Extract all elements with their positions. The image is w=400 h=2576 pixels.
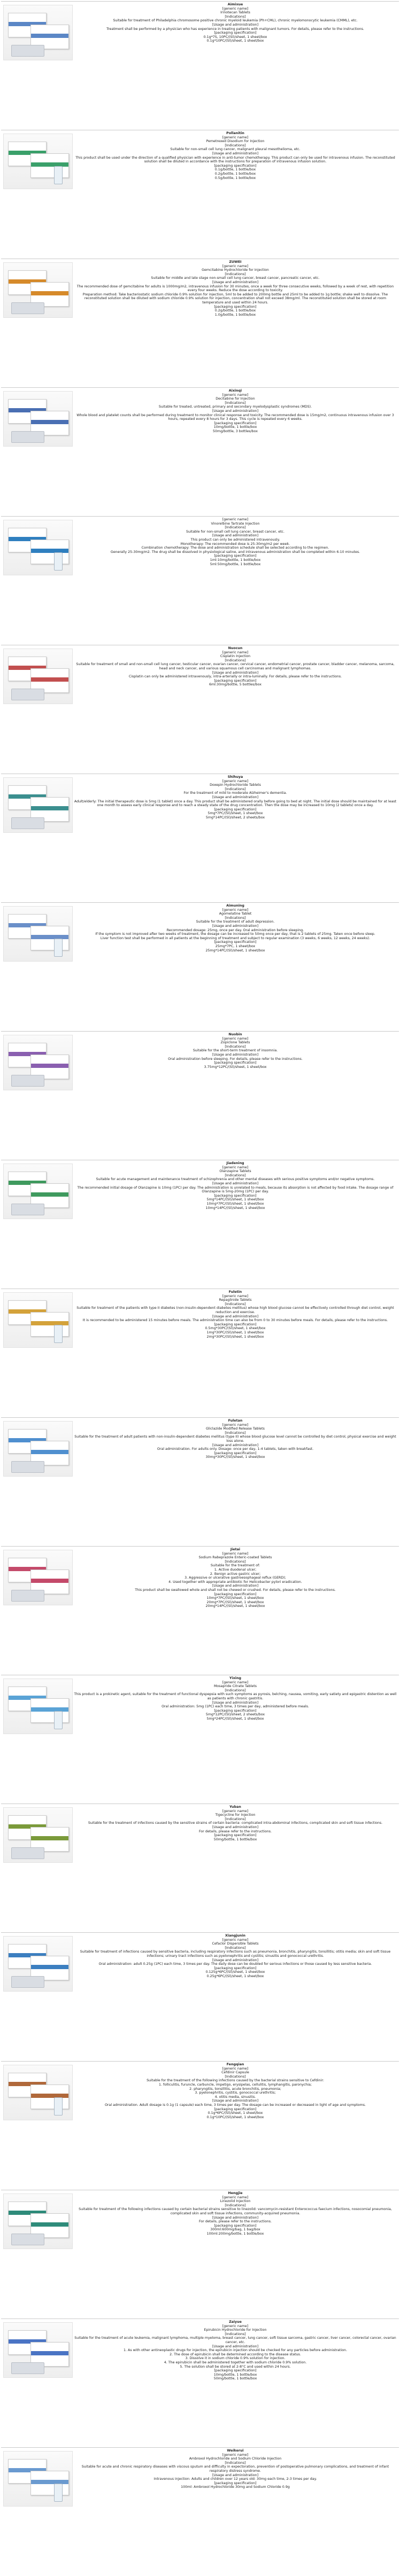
product-image (3, 649, 73, 704)
product-entry-aixinqi (1, 387, 399, 516)
description-line: 1ml:10mg/bottle, 1 bottle/box (210, 558, 261, 562)
description-line: Zopiclone Tablets (220, 1041, 250, 1045)
product-description (74, 131, 397, 180)
description-line: Suitable for treatment of small and non-small cell lung cancer, testicular cancer, ovarian cancer, cervical cancer, endometrial cancer, prostate cancer, bladder cancer, melanoma, sarcoma, head and neck cancer, and various squamous cell carcinomas and malignant lymphomas. (76, 662, 395, 670)
product-entry-nuocun (1, 645, 399, 774)
product-entry-fuletan (1, 1417, 399, 1546)
description-line: [packaging specification] (214, 1322, 257, 1326)
description-line: Suitable for the treatment of: (210, 1564, 260, 1568)
description-line: [Usage and administration] (212, 534, 259, 538)
description-line: 5mg*14PC/(Sl)/sheet, 2 sheets/box (205, 815, 265, 819)
description-line: [Indications] (225, 787, 246, 791)
description-line: [Indications] (225, 916, 246, 920)
product-image (3, 134, 73, 189)
product-entry-zaiyue (1, 2319, 399, 2447)
description-line: 2. Benign active gastric ulcer; (210, 1572, 261, 1576)
description-line: For details, please refer to the instructions. (199, 1829, 272, 1833)
description-line: [Usage and administration] (212, 409, 259, 413)
description-line: 6ml:30mg/bottle, 5 bottles/box (209, 683, 261, 687)
description-line: Suitable for the short-term treatment of insomnia. (193, 1049, 278, 1053)
description-line: Suitable for treatment of Philadelphia chromosome positive chronic myeloid leukemia (Ph+CML), chronic myelomonocytic leukemia (CMML), etc. (113, 19, 358, 23)
description-line: [Indications] (225, 658, 246, 662)
description-line: 1mg*30PC/(Sl)/sheet, 1 sheet/box (206, 1330, 264, 1334)
product-entry-yixing (1, 1675, 399, 1804)
description-line: Pemetrexed Disodium for Injection (206, 139, 265, 144)
description-line: [packaging specification] (214, 554, 257, 558)
description-line: Olanzapine Tablets (219, 1169, 251, 1174)
product-image (3, 2193, 73, 2249)
product-image (3, 2065, 73, 2120)
description-line: 100ml: Ambroxol Hydrochloride 30mg and Sodium Chloride 0.9g (181, 2485, 290, 2489)
description-line: For the treatment of mild to moderate Alzheimer's dementia. (183, 791, 287, 795)
product-entry-xiangjunin (1, 1932, 399, 2061)
description-line: Preparation method: Take bacteriostatic sodium chloride 0.9% solution for injection, 5ml to be added to 200mg bottle and 25ml to be added to 1g bottle; shake well to dissolve. The reconstituted solution shall be diluted with sodium chloride 0.9% solution for injection, concentration shall not exceed 38mg/ml. The reconstituted solution shall be stored at room temperature and used within 24 hours. (82, 292, 388, 305)
description-line: [generic name] (222, 2066, 249, 2071)
description-line: [packaging specification] (214, 2107, 257, 2111)
description-line: 0.2g/bottle, 1 bottle/box (214, 171, 256, 176)
description-line: Suitable for non-small cell lung cancer, breast cancer, etc. (186, 529, 284, 534)
description-line: [Usage and administration] (212, 2473, 259, 2477)
description-line: Sodium Rabeprazole Enteric-coated Tablets (198, 1556, 272, 1560)
product-image (3, 1679, 73, 1734)
description-line: Cisplatin can only be administered intravenously, intra-arterially or intra-luminally. For details, please refer to the instructions. (128, 675, 342, 679)
description-line: 1. As with other antineoplastic drugs for injection, the epirubicin injection should be checked for any particles before administration. (124, 2348, 347, 2353)
product-image (3, 1292, 73, 1348)
product-name: Zaiyue (229, 2320, 242, 2324)
description-line: Suitable for acute and chronic respiratory diseases with viscous sputum and difficulty in expectoration, prevention of postoperative pulmonary complications, and treatment of infant respiratory distress syndrome. (81, 2465, 389, 2473)
description-line: 4. The epirubicin shall be administered together with sodium chloride 0.9% solution. (164, 2360, 307, 2364)
description-line: Cisplatin Injection (220, 654, 251, 659)
description-line: 5ml:50mg/bottle, 1 bottle/box (210, 562, 261, 566)
product-entry-hengjie (1, 2190, 399, 2319)
description-line: [Indications] (225, 1044, 246, 1049)
description-line: 3. Aggressive or ulcerative gastroesophageal reflux (GERD); (184, 1576, 286, 1580)
product-image (3, 1936, 73, 1992)
product-entry-shihuya (1, 774, 399, 902)
description-line: [generic name] (222, 1551, 249, 1556)
product-image (3, 5, 73, 60)
product-description (74, 1033, 397, 1069)
product-name: [generic name] (222, 518, 249, 521)
product-description (74, 2191, 397, 2236)
description-line: Oral administration before sleeping. For details, please refer to the instructions. (168, 1057, 303, 1061)
description-line: Suitable for acute management and maintenance treatment of schizophrenia and other mental diseases with serious positive symptoms and/or negative symptoms. (96, 1177, 375, 1182)
product-image (3, 906, 73, 962)
description-line: [packaging specification] (214, 1061, 257, 1065)
product-name: Fuletin (228, 1290, 242, 1294)
product-description (74, 260, 397, 317)
description-line: [Usage and administration] (212, 1443, 259, 1447)
description-line: 1. Active duodenal ulcer; (214, 1567, 257, 1572)
description-line: [Indications] (225, 2461, 246, 2465)
description-line: 5mg*14PC/(Sl)/sheet, 1 sheet/box (206, 1198, 264, 1202)
description-line: [Indications] (225, 526, 246, 530)
description-line: [Usage and administration] (212, 1181, 259, 1185)
description-line: 20mg*7PC/(Sl)/sheet, 1 sheet/box (206, 1600, 264, 1604)
description-line: Irinotecan Tablets (220, 11, 250, 15)
description-line: [Usage and administration] (212, 1700, 259, 1705)
description-line: [generic name] (222, 2453, 249, 2457)
description-line: 5. The solution shall be stored at 2-8°C and used within 24 hours. (180, 2364, 291, 2369)
description-line: [packaging specification] (214, 1833, 257, 1838)
description-line: Oral administration: 5mg (1PC) each time, 3 times per day, administered before meals. (161, 1705, 309, 1709)
product-name: Nuocun (228, 646, 243, 650)
product-image (3, 520, 73, 575)
product-description (74, 1548, 397, 1609)
description-line: Combination chemotherapy: The dose and administration schedule shall be selected according to the regimen. (141, 546, 329, 550)
product-entry-aimuning (1, 902, 399, 1031)
description-line: Suitable for the treatment of acute leukemia, malignant lymphoma, multiple myeloma, breast cancer, lung cancer, soft tissue sarcoma, gastric cancer, liver cancer, colorectal cancer, ovarian cancer, etc. (74, 2336, 396, 2344)
description-line: Suitable for non-small cell lung cancer, malignant pleural mesothelioma, etc. (170, 147, 301, 152)
description-line: [generic name] (222, 2324, 249, 2328)
description-line: Monotherapy: The recommended dose is 25-30mg/m2 per week. (180, 542, 290, 546)
description-line: 1.0g/bottle, 1 bottle/box (214, 313, 256, 317)
product-image (3, 1164, 73, 1219)
description-line: [generic name] (222, 1938, 249, 1942)
description-line: [packaging specification] (214, 2481, 257, 2485)
description-line: [Indications] (225, 2074, 246, 2079)
description-line: 3. pyelonephritis, cystitis, gonococcal urethritis; (195, 2091, 276, 2095)
product-name: Fuletan (228, 1419, 243, 1423)
description-line: 0.5mg*30PC/(Sl)/sheet, 1 sheet/box (205, 1326, 266, 1331)
description-line: Cefaclor Dispersible Tablets (212, 1942, 259, 1946)
description-line: Suitable for treatment of infections caused by sensitive bacteria, including respiratory infections such as pneumonia, bronchitis, pharyngitis, tonsillitis; otitis media; skin and soft tissue infections; urinary tract infections such as pyelonephritis and cystitis; sinusitis and gonococcal urethritis. (80, 1950, 391, 1958)
description-line: Oral administration. Adult dosage is 0.1g (1 capsule) each time, 3 times per day. The dosage can be increased or decreased in light of age and symptoms. (104, 2103, 366, 2107)
description-line: Suitable for treatment of the patients with type II diabetes (non-insulin-dependent diabetes mellitus) whose high blood glucose cannot be effectively controlled through diet control, weight reduction and exercise. (76, 1306, 394, 1314)
description-line: [generic name] (222, 1680, 249, 1684)
product-image (3, 1421, 73, 1477)
description-line: Liver function test shall be performed in all patients at the beginning of treatment and subject to regular examination (3 weeks, 6 weeks, 12 weeks, 24 weeks). (100, 936, 371, 940)
product-description (74, 775, 397, 820)
description-line: 50mg/bottle, 1 bottle/box (213, 2377, 257, 2381)
product-name: Yixing (229, 1676, 241, 1680)
description-line: [Indications] (225, 1302, 246, 1306)
description-line: 3. Dissolve it in sodium chloride 0.9% solution for injection. (185, 2356, 286, 2361)
description-line: [Indications] (225, 272, 246, 276)
description-line: [packaging specification] (214, 1193, 257, 1198)
description-line: 0.2g/bottle, 1 bottle/box (214, 309, 256, 313)
product-description (74, 904, 397, 953)
description-line: [Usage and administration] (212, 2215, 259, 2220)
description-line: [generic name] (222, 1036, 249, 1041)
description-line: Treatment shall be performed by a physician who has experience in treating patients with malignant tumors. For details, please refer to the instructions. (106, 27, 364, 31)
product-name: Nuobin (228, 1033, 242, 1036)
description-line: 30mg*30PC/(Sl)/sheet, 1 sheet/box (205, 1455, 265, 1459)
product-image (3, 2451, 73, 2507)
product-name: Jietai (230, 1548, 241, 1551)
product-description (74, 2449, 397, 2489)
description-line: [Usage and administration] (212, 2099, 259, 2103)
product-name: Aimixue (227, 3, 243, 6)
description-line: If the symptom is not improved after two weeks of treatment, the dosage can be increased to 50mg once per day, that is 2 tablets of 25mg. Taken once before sleep. (95, 932, 375, 936)
description-line: Epirubicin Hydrochloride for Injection (204, 2328, 267, 2332)
product-image (3, 262, 73, 318)
description-line: [Usage and administration] (212, 280, 259, 284)
product-description (74, 1419, 397, 1459)
description-line: Suitable for the treatment of the following infections caused by the bacterial strains sensitive to Cefdinir: (147, 2079, 324, 2083)
product-name: Fengqian (226, 2063, 244, 2066)
description-line: Repaglinide Tablets (219, 1298, 252, 1302)
product-entry-pollanitin (1, 130, 399, 259)
description-line: [Indications] (225, 1431, 246, 1435)
product-entry-weikerui (1, 2447, 399, 2576)
description-line: [Indications] (225, 1946, 246, 1950)
description-line: Cefdinir Capsule (221, 2071, 249, 2075)
description-line: Recommended dosage: 25mg, once per day. Oral administration before sleeping. (166, 928, 304, 932)
product-entry-fuletin (1, 1289, 399, 1417)
description-line: Ambroxol Hydrochloride and Sodium Chloride Injection (189, 2457, 282, 2461)
description-line: [Indications] (225, 1173, 246, 1177)
description-line: 4. Used together with appropriate antibiotic for Helicobacter pylori eradication. (168, 1580, 302, 1584)
product-description (74, 1805, 397, 1841)
product-name: ZUWEI (229, 260, 242, 264)
description-line: Suitable for middle and late stage non-small cell lung cancer, breast cancer, pancreatic cancer, etc. (151, 276, 320, 280)
description-line: [packaging specification] (214, 2369, 257, 2373)
description-line: 10mg*7PC/(Sl)/sheet, 1 sheet/box (206, 1596, 264, 1601)
product-description (74, 2063, 397, 2119)
description-line: [Usage and administration] (212, 151, 259, 155)
description-line: Linezolid Injection (220, 2199, 251, 2204)
description-line: 300ml:600mg/bag, 1 bag/box (210, 2228, 260, 2232)
product-name: Hengjie (228, 2191, 243, 2195)
product-name: Pollanitin (226, 131, 244, 135)
description-line: [Indications] (225, 401, 246, 405)
product-name: Shihuya (227, 775, 243, 779)
description-line: 0.1g*10PC/(Sl)/sheet, 1 sheet/box (206, 39, 264, 43)
description-line: [Usage and administration] (212, 1584, 259, 1588)
description-line: [generic name] (222, 2195, 249, 2199)
product-description (74, 3, 397, 43)
description-line: Oral administration. For adults only. Dosage: once per day, 1-4 tablets, taken with breakfast. (157, 1447, 314, 1451)
product-entry-zuwei (1, 259, 399, 387)
description-line: [Usage and administration] (212, 2344, 259, 2348)
product-entry-jiadening (1, 1160, 399, 1289)
description-line: Doxepin Hydrochloride Tablets (210, 783, 261, 787)
description-line: Gemcitabine Hydrochloride for Injection (202, 268, 269, 272)
description-line: [Usage and administration] (212, 1052, 259, 1057)
product-entry-fengqian (1, 2061, 399, 2190)
description-line: Suitable for the treatment of adult depression. (196, 920, 275, 924)
product-image (3, 1035, 73, 1090)
description-line: [Usage and administration] (212, 924, 259, 928)
description-line: [generic name] (222, 1165, 249, 1169)
product-description (74, 389, 397, 434)
product-image (3, 777, 73, 833)
description-line: 5mg*12PC/(Sl)/sheet, 2 sheets/box (205, 1713, 265, 1717)
description-line: Agomelatine Tablet (219, 912, 252, 916)
description-line: [Indications] (225, 1559, 246, 1564)
description-line: 50mg/bottle, 1 bottle/box (213, 1837, 257, 1841)
description-line: For details, please refer to the instructions. (199, 2220, 272, 2224)
description-line: [packaging specification] (214, 940, 257, 944)
description-line: 5mg*24PC/(Sl)/sheet, 1 sheet/box (206, 1716, 264, 1721)
description-line: [Indications] (225, 2332, 246, 2336)
description-line: Suitable for treatment of the following infections caused by certain bacterial strains sensitive to linezolid: vancomycin-resistant Enterococcus faecium infections, nosocomial pneumonia, complicated skin and soft tissue infections, community-acquired pneumonia. (79, 2207, 392, 2215)
description-line: 3.75mg*12PC/(Sl)/sheet, 1 sheet/box (204, 1065, 267, 1069)
product-name: Aixinqi (228, 389, 242, 393)
product-image (3, 391, 73, 447)
description-line: [packaging specification] (214, 1592, 257, 1596)
description-line: 0.1g/bottle, 1 bottle/box (214, 168, 256, 172)
product-name: Weikerui (227, 2449, 244, 2453)
description-line: 0.1g*10PC/(Sl)/sheet, 1 sheet/box (206, 2115, 264, 2119)
description-line: [packaging specification] (214, 678, 257, 683)
description-line: Oral administration: adult 0.25g (1PC) each time, 3 times per day. The daily dose can be doubled for serious infections or those caused by less sensitive bacteria. (98, 1962, 372, 1966)
description-line: [packaging specification] (214, 1708, 257, 1713)
description-line: Whole blood and platelet counts shall be performed during treatment to monitor clinical response and toxicity. The recommended dose is 15mg/m2, continuous intravenous infusion over 3 hours, repeated every 8 hours for 3 days. This cycle is repeated every 6 weeks. (76, 413, 394, 421)
description-line: [packaging specification] (214, 2223, 257, 2228)
description-line: [packaging specification] (214, 305, 257, 309)
description-line: Vinorelbine Tartrate Injection (211, 521, 260, 526)
description-line: [packaging specification] (214, 421, 257, 425)
product-description (74, 518, 397, 566)
description-line: 10mg*7PC/(Sl)/sheet, 1 sheet/box (206, 1201, 264, 1206)
description-line: 5mg*7PC/(Sl)/sheet, 1 sheet/box (207, 811, 263, 816)
description-line: 4. otitis media, sinusitis. (214, 2095, 256, 2099)
description-line: [Indications] (225, 2203, 246, 2207)
description-line: [generic name] (222, 1423, 249, 1427)
description-line: 0.1g*7S, 10PC/(Sl)/sheet, 1 sheet/box (203, 35, 267, 39)
product-name: Jiadening (226, 1161, 244, 1165)
description-line: Decitabine for Injection (216, 397, 255, 401)
description-line: Generally 25-30mg/m2. The drug shall be dissolved in physiological saline, and intravenous administration shall be completed within 6-10 minutes. (110, 550, 360, 554)
description-line: 100ml:200mg/bottle, 1 bottle/box (206, 2231, 264, 2236)
description-line: [generic name] (222, 650, 249, 654)
description-line: 0.5g/bottle, 1 bottle/box (214, 176, 256, 180)
description-line: 50mg/bottle, 3 bottles/box (213, 429, 258, 433)
description-line: [Indications] (225, 1817, 246, 1821)
description-line: 2mg*30PC/(Sl)/sheet, 1 sheet/box (206, 1334, 264, 1339)
description-line: [Indications] (225, 1688, 246, 1692)
product-name: Xiangjunin (225, 1934, 246, 1938)
product-description (74, 2320, 397, 2381)
description-line: [generic name] (222, 1294, 249, 1298)
description-line: [packaging specification] (214, 31, 257, 35)
product-image (3, 1550, 73, 1605)
description-line: 20mg*14PC/(Sl)/sheet, 1 sheet/box (205, 1604, 265, 1609)
description-line: [Indications] (225, 143, 246, 147)
description-line: [Usage and administration] (212, 1314, 259, 1318)
product-description (74, 1934, 397, 1979)
description-line: [generic name] (222, 6, 249, 11)
description-line: 10mg/bottle, 1 bottle/box (213, 425, 257, 430)
description-line: [generic name] (222, 135, 249, 139)
description-line: 25mg*14PC/(Sl)/sheet, 1 sheet/box (205, 948, 265, 953)
description-line: 10mg/bottle, 1 bottle/box (213, 2372, 257, 2377)
description-line: Mosapride Citrate Tablets (213, 1684, 257, 1689)
description-line: [packaging specification] (214, 1451, 257, 1455)
description-line: 10mg*14PC/(Sl)/sheet, 1 sheet/box (205, 1206, 265, 1210)
description-line: This product can only be administered intravenously. (190, 537, 280, 542)
description-line: [packaging specification] (214, 163, 257, 168)
description-line: Adult/elderly: The initial therapeutic dose is 5mg (1 tablet) once a day. This product shall be administered orally before going to bed at night. The initial dose should be maintained for at least one month to assess early clinical response and to reach a steady state of the drug concentration. Then the dose may be increased to 10mg (2 tablets) once a day. (74, 799, 397, 808)
description-line: 0.1g*6PC/(Sl)/sheet, 1 sheet/box (207, 2111, 263, 2116)
product-entry-yuban (1, 1804, 399, 1932)
description-line: Gliclazide Modified Release Tablets (206, 1427, 265, 1431)
description-line: [packaging specification] (214, 807, 257, 811)
product-name: Aimuning (226, 904, 244, 908)
product-entry-nuobin (1, 1031, 399, 1160)
description-line: 2. The dose of epirubicin shall be determined according to the disease status. (170, 2352, 301, 2356)
product-entry-vinorelbine (1, 516, 399, 645)
description-line: [generic name] (222, 264, 249, 268)
product-image (3, 2322, 73, 2378)
description-line: This product is a prokinetic agent, suitable for the treatment of functional dyspepsia with such symptoms as pyrosis, belching, nausea, vomiting, early satiety and epigastric distention as well as patients with chronic gastritis. (74, 1692, 397, 1700)
description-line: [Usage and administration] (212, 795, 259, 799)
description-line: It is recommended to be administered 15 minutes before meals. The administration time can also be from 0 to 30 minutes before meals. For details, please refer to the instructions. (82, 1318, 388, 1323)
description-line: [generic name] (222, 1809, 249, 1813)
product-description (74, 1676, 397, 1721)
description-line: The recommended dose of gemcitabine for adults is 1000mg/m2, intravenous infusion for 30 minutes, once a week for three consecutive weeks, followed by a week of rest, with repetition every four weeks. Reduce the dose according to toxicity. (76, 284, 394, 293)
description-line: [Indications] (225, 14, 246, 19)
product-image (3, 1807, 73, 1863)
product-name: Yuban (229, 1805, 241, 1809)
description-line: [Usage and administration] (212, 1958, 259, 1962)
description-line: 25mg*7PC, 1 sheet/box (215, 944, 256, 948)
description-line: [Usage and administration] (212, 22, 259, 27)
description-line: [generic name] (222, 393, 249, 397)
description-line: 0.25g*6PC/(Sl)/sheet, 1 sheet/box (206, 1974, 264, 1978)
description-line: 2. pharyngitis, tonsillitis, acute bronchitis, pneumonia; (189, 2087, 281, 2091)
description-line: [packaging specification] (214, 1966, 257, 1970)
description-line: [generic name] (222, 779, 249, 783)
description-line: Suitable for treated, untreated, primary and secondary myelodysplastic syndromes (MDS). (158, 405, 312, 409)
description-line: [Usage and administration] (212, 670, 259, 675)
description-line: 0.125g*6PC/(Sl)/sheet, 1 sheet/box (205, 1970, 265, 1974)
description-line: Intravenous injection: Adults and children over 12 years old: 30mg each time, 2-3 times per day. (153, 2477, 317, 2481)
product-entry-jietai (1, 1546, 399, 1675)
description-line: This product shall be used under the direction of a qualified physician with experience in anti-tumor chemotherapy. This product can only be used for intravenous infusion. The reconstituted solution shall be diluted in accordance with the instructions for preparation of intravenous infusion solution. (75, 155, 395, 164)
description-line: Suitable for the treatment of adult patients with non-insulin-dependent diabetes mellitus (type II) whose blood glucose level cannot be controlled by diet control, physical exercise and weight loss alone. (74, 1435, 396, 1443)
product-entry-aidimai (1, 1, 399, 130)
description-line: Tigecycline for Injection (215, 1813, 256, 1817)
description-line: The recommended initial dosage of Olanzapine is 10mg (1PC) per day. The administration is unrelated to meals, because its absorption is not affected by food intake. The dosage range of Olanzapine is 5mg-20mg (1PC) per day. (77, 1185, 394, 1194)
product-description (74, 1161, 397, 1210)
description-line: [generic name] (222, 908, 249, 912)
product-description (74, 646, 397, 687)
description-line: [Usage and administration] (212, 1825, 259, 1829)
description-line: Suitable for the treatment of infections caused by the sensitive strains of certain bacteria: complicated intra-abdominal infections, complicated skin and soft tissue infections. (88, 1821, 383, 1825)
description-line: This product shall be swallowed whole and shall not be chewed or crushed. For details, please refer to the instructions. (135, 1588, 336, 1592)
product-description (74, 1290, 397, 1339)
description-line: 1. folliculitis, furuncle, carbuncle, impetigo, erysipelas, cellulitis, lymphangitis, paronychia; (158, 2082, 312, 2087)
